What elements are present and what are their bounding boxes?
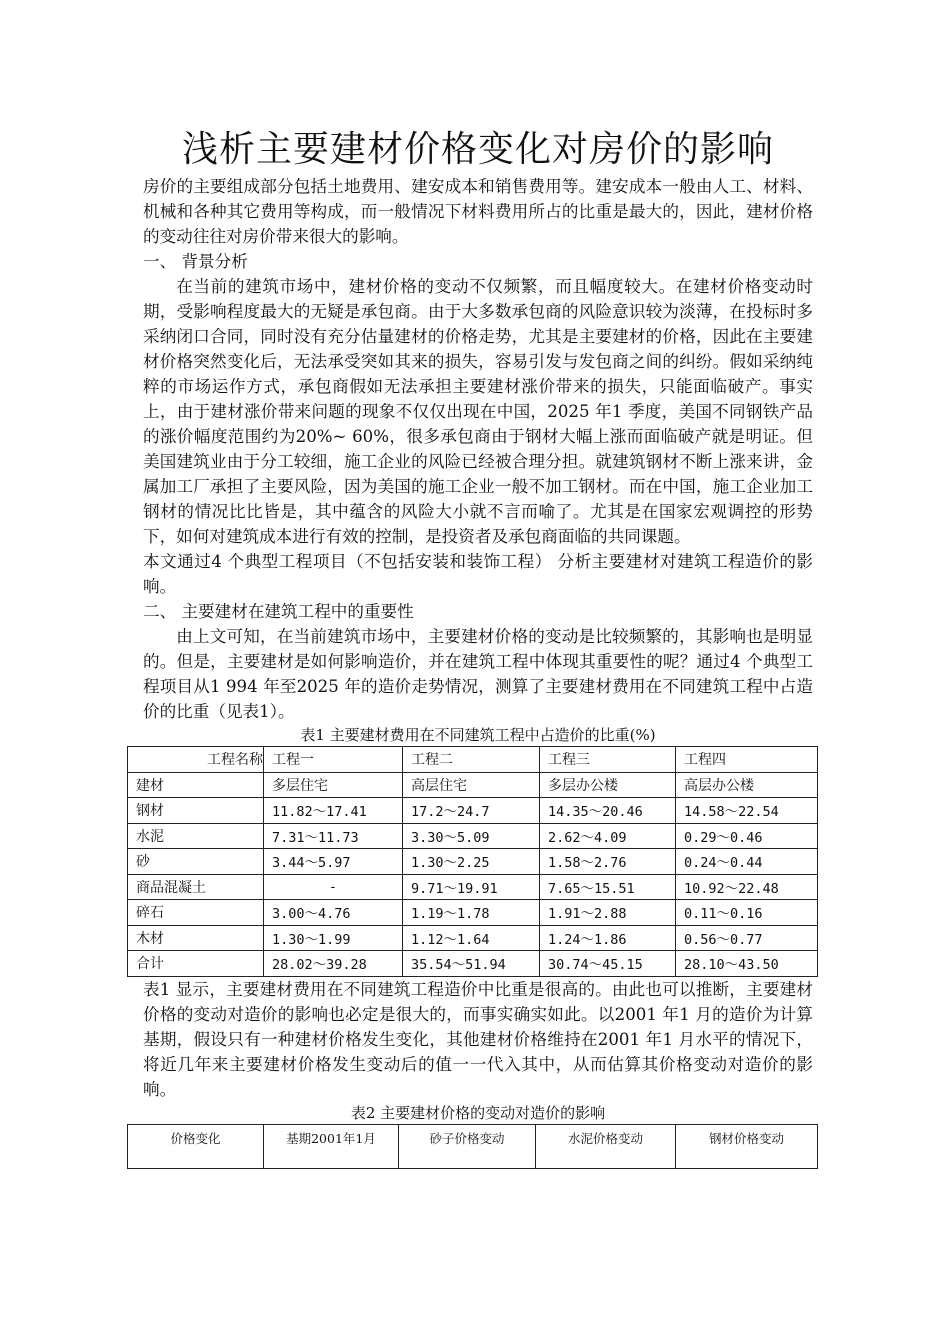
table1-cell: 1.30～2.25	[403, 849, 540, 875]
table2-header: 砂子价格变动	[399, 1124, 536, 1168]
table1-cell: 1.91～2.88	[540, 900, 676, 926]
section2-paragraph-1: 由上文可知，在当前建筑市场中，主要建材价格的变动是比较频繁的，其影响也是明显的。但是，主要建材是如何影响造价，并在建筑工程中体现其重要性的呢？通过4 个典型工程项目从1 994 年至2025 年的造价走势情况，测算了主要建材费用在不同建筑工程中占造价的比重（见表1）。	[143, 627, 813, 721]
table1-cell: 28.02～39.28	[264, 951, 403, 977]
table1-cell: 14.58～22.54	[676, 798, 818, 824]
table-row	[128, 951, 818, 977]
table-row	[128, 925, 818, 951]
table1-cell: 30.74～45.15	[540, 951, 676, 977]
table1-cell: 10.92～22.48	[676, 874, 818, 900]
section2-heading: 二、 主要建材在建筑工程中的重要性	[143, 602, 414, 621]
table1-material: 木材	[128, 925, 264, 951]
table1-material: 碎石	[128, 900, 264, 926]
table2-header: 水泥价格变动	[536, 1124, 676, 1168]
table1-cell: 3.30～5.09	[403, 823, 540, 849]
table1-cell: 17.2～24.7	[403, 798, 540, 824]
table1-cell: 1.19～1.78	[403, 900, 540, 926]
table1-project: 工程二	[403, 747, 540, 773]
table-row	[128, 823, 818, 849]
after-table1-paragraph: 表1 显示，主要建材费用在不同建筑工程造价中比重是很高的。由此也可以推断，主要建材价格的变动对造价的影响也必定是很大的，而事实确实如此。以2001 年1 月的造价为计算基期，假设只有一种建材价格发生变化，其他建材价格维持在2001 年1 月水平的情况下，将近几年来主要建材价格发生变动后的值一一代入其中，从而估算其价格变动对造价的影响。	[143, 979, 813, 1099]
table1-cell: 1.24～1.86	[540, 925, 676, 951]
table1-cell: 11.82～17.41	[264, 798, 403, 824]
table1-type: 多层住宅	[264, 772, 403, 798]
table1-cell: 7.31～11.73	[264, 823, 403, 849]
table1-cell: 28.10～43.50	[676, 951, 818, 977]
table2-header-row	[128, 1124, 818, 1168]
table1-cell: 9.71～19.91	[403, 874, 540, 900]
table1-cell: 35.54～51.94	[403, 951, 540, 977]
table1-project: 工程一	[264, 747, 403, 773]
table1-cell: 0.11～0.16	[676, 900, 818, 926]
table1-corner-top: 工程名称	[128, 747, 264, 773]
document-page	[136, 126, 813, 1169]
table1	[127, 746, 818, 977]
table1-type-row	[128, 772, 818, 798]
table2-header: 基期2001年1月	[264, 1124, 399, 1168]
table1-cell: 14.35～20.46	[540, 798, 676, 824]
table1-project: 工程四	[676, 747, 818, 773]
table2-header: 价格变化	[128, 1124, 264, 1168]
table1-material: 水泥	[128, 823, 264, 849]
table1-cell: 2.62～4.09	[540, 823, 676, 849]
table1-cell: 0.29～0.46	[676, 823, 818, 849]
table1-corner-bottom: 建材	[128, 772, 264, 798]
table-row	[128, 874, 818, 900]
table2-header: 钢材价格变动	[676, 1124, 818, 1168]
table1-cell: 3.44～5.97	[264, 849, 403, 875]
document-title: 浅析主要建材价格变化对房价的影响	[181, 129, 774, 170]
table2-caption: 表2 主要建材价格的变动对造价的影响	[350, 1103, 606, 1122]
table1-caption: 表1 主要建材费用在不同建筑工程中占造价的比重(%)	[300, 726, 656, 744]
table1-cell: 1.58～2.76	[540, 849, 676, 875]
table1-material: 钢材	[128, 798, 264, 824]
table1-material: 合计	[128, 951, 264, 977]
table-row	[128, 798, 818, 824]
table1-type: 多层办公楼	[540, 772, 676, 798]
section1-paragraph-2: 本文通过4 个典型工程项目（不包括安装和装饰工程） 分析主要建材对建筑工程造价的影响。	[143, 552, 813, 596]
table2	[127, 1124, 818, 1169]
table-row	[128, 900, 818, 926]
table1-cell: 1.12～1.64	[403, 925, 540, 951]
table1-project: 工程三	[540, 747, 676, 773]
table1-cell: -	[264, 874, 403, 900]
table1-cell: 0.24～0.44	[676, 849, 818, 875]
table1-cell: 0.56～0.77	[676, 925, 818, 951]
table1-material: 商品混凝土	[128, 874, 264, 900]
table1-type: 高层住宅	[403, 772, 540, 798]
section1-heading: 一、 背景分析	[143, 252, 248, 271]
table-row	[128, 849, 818, 875]
section1-paragraph-1: 在当前的建筑市场中，建材价格的变动不仅频繁，而且幅度较大。在建材价格变动时期，受影响程度最大的无疑是承包商。由于大多数承包商的风险意识较为淡薄，在投标时多采纳闭口合同，同时没有充分估量建材的价格走势，尤其是主要建材的价格，因此在主要建材价格突然变化后，无法承受突如其来的损失，容易引发与发包商之间的纠纷。假如采纳纯粹的市场运作方式，承包商假如无法承担主要建材涨价带来的损失，只能面临破产。事实上，由于建材涨价带来问题的现象不仅仅出现在中国，2025 年1 季度，美国不同钢铁产品的涨价幅度范围约为20%~ 60%，很多承包商由于钢材大幅上涨而面临破产就是明证。但美国建筑业由于分工较细，施工企业的风险已经被合理分担。就建筑钢材不断上涨来讲，金属加工厂承担了主要风险，因为美国的施工企业一般不加工钢材。而在中国，施工企业加工钢材的情况比比皆是，其中蕴含的风险大小就不言而喻了。尤其是在国家宏观调控的形势下，如何对建筑成本进行有效的控制，是投资者及承包商面临的共同课题。	[143, 277, 813, 546]
table1-type: 高层办公楼	[676, 772, 818, 798]
table1-cell: 1.30～1.99	[264, 925, 403, 951]
table1-header-row	[128, 747, 818, 773]
table1-cell: 3.00～4.76	[264, 900, 403, 926]
table1-cell: 7.65～15.51	[540, 874, 676, 900]
intro-paragraph: 房价的主要组成部分包括土地费用、建安成本和销售费用等。建安成本一般由人工、材料、机械和各种其它费用等构成，而一般情况下材料费用所占的比重是最大的，因此，建材价格的变动往往对房价带来很大的影响。	[143, 177, 813, 246]
table1-material: 砂	[128, 849, 264, 875]
